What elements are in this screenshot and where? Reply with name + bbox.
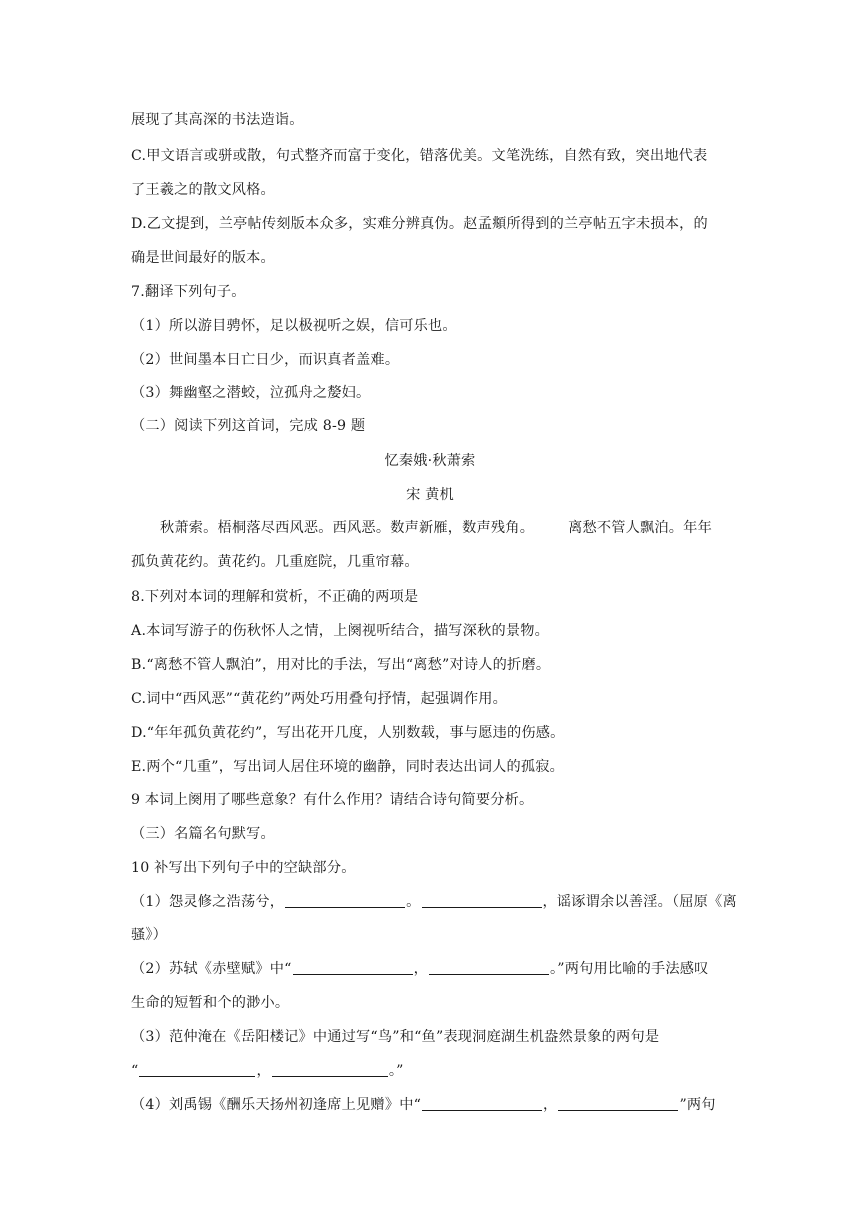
text-line: 了王羲之的散文风格。 [131,182,275,198]
answer-blank[interactable] [293,960,413,975]
text-line: 生命的短暂和个的渺小。 [131,995,290,1011]
question-8-option-c: C.词中“西风恶”“黄花约”两处巧用叠句抒情，起强调作用。 [131,691,507,707]
question-8-option-e: E.两个“几重”，写出词人居住环境的幽静，同时表达出词人的孤寂。 [131,759,565,775]
item-text: （2）苏轼《赤壁赋》中“ [131,961,292,977]
question-7-item-1: （1）所以游目骋怀，足以极视听之娱，信可乐也。 [131,318,457,334]
option-c: C.甲文语言或骈或散，句式整齐而富于变化，错落优美。文笔洗练，自然有致，突出地代表 [131,148,708,164]
item-text: 。” [388,1063,404,1079]
question-7-item-3: （3）舞幽壑之潜蛟，泣孤舟之嫠妇。 [131,385,371,401]
poem-line-2: 孤负黄花约。黄花约。几重庭院，几重帘幕。 [131,554,419,570]
item-text: “ [131,1063,139,1079]
poem-line-1 [160,518,760,538]
question-9: 9 本词上阕用了哪些意象？有什么作用？请结合诗句简要分析。 [131,792,534,808]
text-line: 骚》） [131,927,168,943]
answer-blank[interactable] [429,960,549,975]
item-text: ， [543,1097,558,1113]
question-10-item-4 [131,1095,731,1115]
answer-blank[interactable] [558,1096,678,1111]
answer-blank[interactable] [272,1062,388,1077]
question-7-item-2: （2）世间墨本日亡日少，而识真者盖难。 [131,352,400,368]
poem-title: 忆秦娥·秋萧索 [384,453,476,469]
item-text: 。 [406,894,421,910]
question-10-item-3: （3）范仲淹在《岳阳楼记》中通过写“鸟”和“鱼”表现洞庭湖生机盎然景象的两句是 [131,1029,660,1045]
item-text: 。”两句用比喻的手法感叹 [549,961,709,977]
poem-author: 宋 黄机 [406,487,454,503]
question-8-option-a: A.本词写游子的伤秋怀人之情，上阕视听结合，描写深秋的景物。 [131,623,550,639]
answer-blank[interactable] [139,1062,255,1077]
poem-upper-stanza: 秋萧索。梧桐落尽西风恶。西风恶。数声新雁，数声残角。 [160,520,535,536]
question-8: 8.下列对本词的理解和赏析，不正确的两项是 [131,589,419,605]
question-10-item-1 [131,892,737,912]
question-8-option-d: D.“年年孤负黄花约”，写出花开几度，人别数载，事与愿违的伤感。 [131,725,565,741]
section-2-heading: （二）阅读下列这首词，完成 8-9 题 [131,418,366,434]
item-text: （4）刘禹锡《酬乐天扬州初逢席上见赠》中“ [131,1097,422,1113]
text-line: 确是世间最好的版本。 [131,250,275,266]
poem-lower-stanza-start: 离愁不管人飘泊。年年 [568,520,712,536]
question-8-option-b: B.“离愁不管人飘泊”，用对比的手法，写出“离愁”对诗人的折磨。 [131,657,551,673]
option-d: D.乙文提到，兰亭帖传刻版本众多，实难分辨真伪。赵孟頫所得到的兰亭帖五字未损本，的 [131,216,708,232]
item-text: （1）怨灵修之浩荡兮， [131,894,285,910]
item-text: ，谣诼谓余以善淫。（屈原《离 [542,894,737,910]
text-line: 展现了其高深的书法造诣。 [131,112,304,128]
item-text: ， [413,961,428,977]
item-text: ， [256,1063,271,1079]
answer-blank[interactable] [422,893,542,908]
question-10-item-2 [131,959,731,979]
question-10-item-3-blanks [131,1061,731,1081]
section-3-heading: （三）名篇名句默写。 [131,826,275,842]
answer-blank[interactable] [422,1096,542,1111]
question-10: 10 补写出下列句子中的空缺部分。 [131,860,356,876]
item-text: ”两句 [679,1097,716,1113]
answer-blank[interactable] [285,893,405,908]
question-7: 7.翻译下列句子。 [131,284,246,300]
